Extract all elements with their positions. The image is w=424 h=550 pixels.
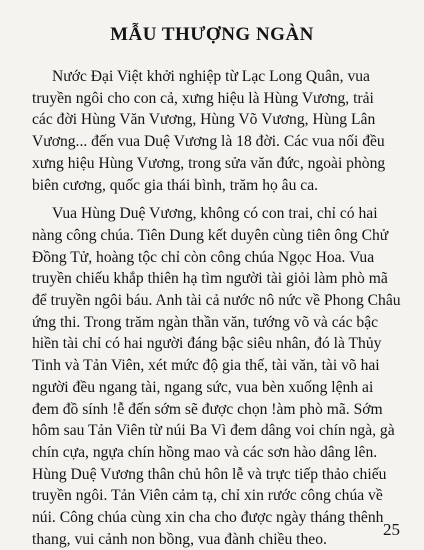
paragraph <box>32 66 410 196</box>
text-line: Vua Hùng Duệ Vương, không có con trai, chỉ có hai <box>52 205 378 223</box>
page-number: 25 <box>383 520 400 539</box>
text-line: nàng công chúa. Tiên Dung kết duyên cùng tiên ông Chử <box>32 226 389 244</box>
text-line: Hùng Duệ Vương thân chủ hôn lễ và trực tiếp thảo chiếu <box>32 465 387 483</box>
text-line: hiền tài chỉ có hai người đáng bậc siêu nhân, đó là Thủy <box>32 335 382 353</box>
text-line: để truyền ngôi báu. Anh tài cả nước nô nức về Phong Châu <box>32 292 401 310</box>
text-line: truyền chiếu khắp thiên hạ tìm người tài giỏi làm phò mã <box>32 270 388 288</box>
text-line: Tinh và Tản Viên, xét mức độ gia thế, tài văn, tài võ hai <box>32 357 380 375</box>
text-line: truyền ngôi cho con cả, xưng hiệu là Hùng Vương, trải <box>32 89 374 107</box>
text-line: xưng hiệu Hùng Vương, trong sửa văn đức, ngoài phòng <box>32 154 386 172</box>
text-line: các đời Hùng Văn Vương, Hùng Võ Vương, Hùng Lân <box>32 111 376 129</box>
text-line: Nước Đại Việt khởi nghiệp từ Lạc Long Quân, vua <box>52 68 370 85</box>
text-line: người đều ngang tài, ngang sức, vua bèn xuống lệnh ai <box>32 378 374 396</box>
text-line: hôm sau Tản Viên từ núi Ba Vì đem dâng voi chín ngà, gà <box>32 422 395 440</box>
text-line: Đồng Tử, hoàng tộc chỉ còn công chúa Ngọc Hoa. Vua <box>32 248 375 266</box>
body-text <box>32 66 410 550</box>
text-line: núi. Công chúa cùng xin cha cho được ngày tháng thênh <box>32 509 384 527</box>
text-line: ứng thi. Trong trăm ngàn thần văn, tướng võ và các bậc <box>32 313 379 331</box>
text-line: Vương... đến vua Duệ Vương là 18 đời. Các vua nối đều <box>32 133 385 151</box>
text-line: biên cương, quốc gia thái bình, trăm họ âu ca. <box>32 176 319 194</box>
text-line: truyền ngôi. Tản Viên cảm tạ, chỉ xin rước công chúa về <box>32 487 383 505</box>
paragraph <box>32 203 410 550</box>
text-line: đem đồ sính !ễ đến sớm sẽ được chọn !àm phò mã. Sớm <box>32 400 383 418</box>
text-line: chín cựa, ngựa chín hồng mao và các sơn hào dâng lên. <box>32 443 378 461</box>
chapter-title: MẪU THƯỢNG NGÀN <box>110 24 314 45</box>
text-line: thang, vui cảnh non bồng, vua đành chiều theo. <box>32 530 327 548</box>
